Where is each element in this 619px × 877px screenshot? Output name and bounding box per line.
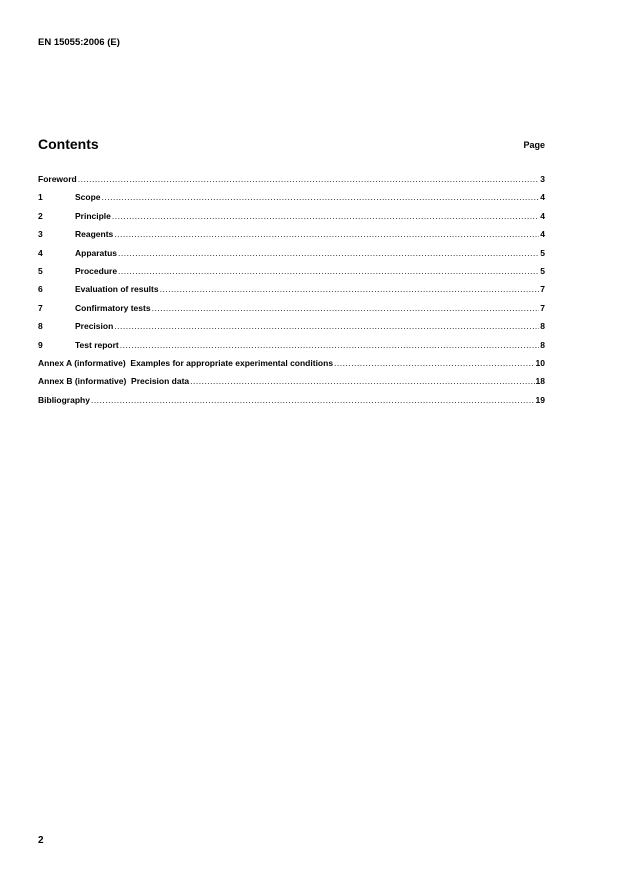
toc-entry-page: 18 bbox=[535, 376, 545, 387]
toc-entry-apparatus[interactable] bbox=[38, 248, 545, 266]
document-header: EN 15055:2006 (E) bbox=[38, 37, 120, 48]
toc-entry-page: 4 bbox=[540, 210, 545, 221]
toc-entry-title: Reagents bbox=[75, 229, 114, 240]
toc-entry-title: Foreword bbox=[38, 174, 77, 184]
toc-entry-number: 5 bbox=[38, 265, 43, 276]
page-number: 2 bbox=[38, 835, 44, 846]
toc-dot-leader bbox=[102, 192, 540, 202]
toc-entry-title: Precision bbox=[75, 321, 114, 332]
toc-dot-leader bbox=[78, 174, 540, 184]
toc-entry-page: 10 bbox=[535, 357, 545, 368]
toc-entry-confirmatory-tests[interactable] bbox=[38, 303, 545, 321]
toc-dot-leader bbox=[112, 211, 539, 221]
toc-entry-title: Scope bbox=[75, 192, 101, 203]
toc-entry-page: 19 bbox=[535, 394, 545, 405]
toc-entry-title: Test report bbox=[75, 339, 119, 350]
toc-dot-leader bbox=[152, 303, 540, 313]
toc-entry-evaluation-of-results[interactable] bbox=[38, 284, 545, 302]
toc-entry-title: Apparatus bbox=[75, 247, 118, 258]
page-column-label: Page bbox=[523, 140, 545, 150]
toc-entry-number: 4 bbox=[38, 247, 43, 258]
toc-entry-bibliography[interactable] bbox=[38, 395, 545, 413]
toc-dot-leader bbox=[334, 358, 534, 368]
toc-entry-number: 3 bbox=[38, 229, 43, 240]
toc-entry-page: 8 bbox=[540, 321, 545, 332]
toc-entry-page: 8 bbox=[540, 339, 545, 350]
table-of-contents bbox=[38, 174, 545, 413]
toc-entry-procedure[interactable] bbox=[38, 266, 545, 284]
toc-entry-title: Principle bbox=[75, 210, 111, 221]
toc-entry-number: 1 bbox=[38, 192, 43, 203]
toc-entry-page: 5 bbox=[540, 265, 545, 276]
contents-heading: Contents bbox=[38, 136, 99, 152]
toc-entry-number: 7 bbox=[38, 302, 43, 313]
toc-entry-foreword[interactable] bbox=[38, 174, 545, 192]
toc-entry-title: Bibliography bbox=[38, 394, 90, 405]
toc-dot-leader bbox=[120, 340, 539, 350]
toc-entry-page: 7 bbox=[540, 302, 545, 313]
toc-entry-page: 4 bbox=[540, 192, 545, 203]
toc-entry-number: 6 bbox=[38, 284, 43, 295]
toc-dot-leader bbox=[118, 266, 539, 276]
toc-dot-leader bbox=[160, 284, 540, 294]
toc-entry-title: Annex A (informative) Examples for appropriate experimental conditions bbox=[38, 357, 334, 368]
toc-entry-number: 2 bbox=[38, 210, 43, 221]
toc-entry-scope[interactable] bbox=[38, 192, 545, 210]
toc-entry-number: 8 bbox=[38, 321, 43, 332]
toc-entry-principle[interactable] bbox=[38, 211, 545, 229]
toc-dot-leader bbox=[91, 395, 535, 405]
toc-entry-title: Procedure bbox=[75, 265, 118, 276]
toc-dot-leader bbox=[114, 229, 539, 239]
toc-entry-test-report[interactable] bbox=[38, 340, 545, 358]
toc-dot-leader bbox=[190, 376, 534, 386]
toc-entry-annex-a[interactable] bbox=[38, 358, 545, 376]
toc-entry-page: 3 bbox=[540, 174, 545, 184]
toc-entry-number: 9 bbox=[38, 339, 43, 350]
toc-dot-leader bbox=[118, 248, 539, 258]
toc-entry-page: 7 bbox=[540, 284, 545, 295]
toc-entry-precision[interactable] bbox=[38, 321, 545, 339]
toc-entry-reagents[interactable] bbox=[38, 229, 545, 247]
toc-entry-title: Annex B (informative) Precision data bbox=[38, 376, 190, 387]
toc-entry-page: 4 bbox=[540, 229, 545, 240]
toc-entry-title: Confirmatory tests bbox=[75, 302, 151, 313]
toc-entry-title: Evaluation of results bbox=[75, 284, 159, 295]
toc-entry-annex-b[interactable] bbox=[38, 376, 545, 394]
toc-dot-leader bbox=[114, 321, 539, 331]
toc-entry-page: 5 bbox=[540, 247, 545, 258]
